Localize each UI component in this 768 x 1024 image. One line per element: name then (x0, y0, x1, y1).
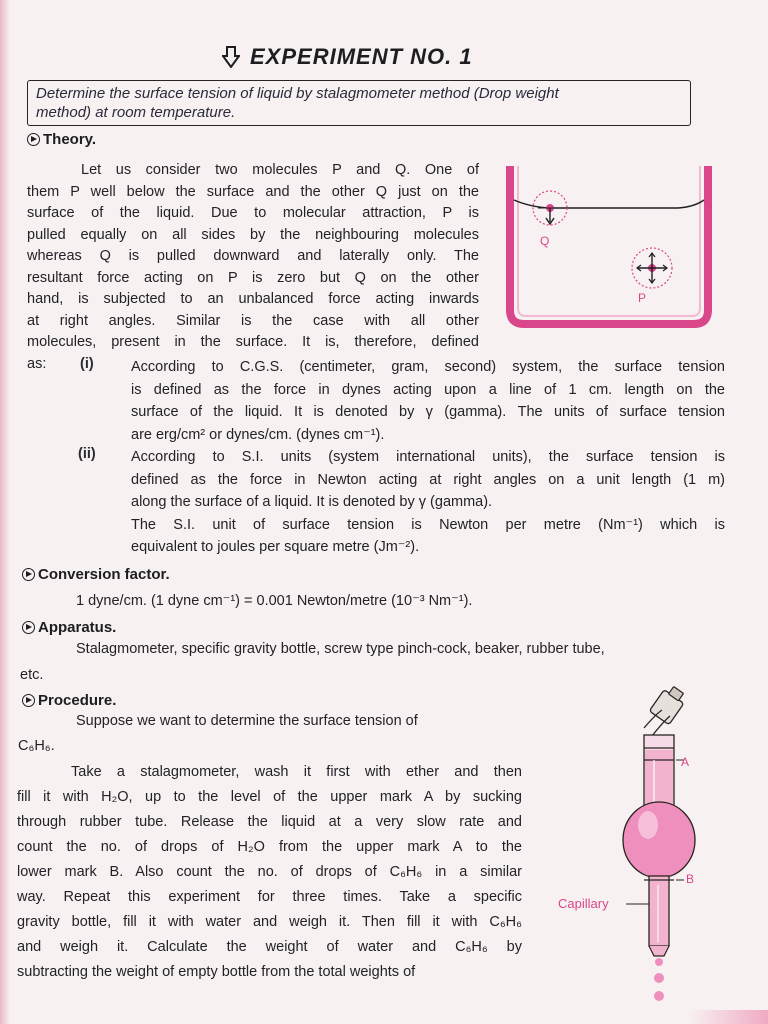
procedure-line: Take a stalagmometer, wash it first with ether and then (71, 764, 522, 780)
definition-line: equivalent to joules per square metre (Jm⁻²). (131, 539, 420, 555)
theory-line: them P well below the surface and the other Q just on the (27, 183, 479, 200)
beaker-label-p: P (638, 291, 647, 305)
theory-paragraph (27, 160, 479, 375)
mark-b-label: B (686, 872, 695, 886)
hand-pointer-icon (222, 46, 240, 68)
definition-line: are erg/cm² or dynes/cm. (dynes cm⁻¹). (131, 426, 385, 443)
theory-line: pulled equally on all sides by the neighbouring molecules (27, 226, 479, 243)
page-corner-tint (688, 1010, 768, 1024)
procedure-paragraph (17, 760, 522, 985)
page-edge-shadow (0, 0, 10, 1024)
experiment-header (222, 44, 473, 70)
heading-label: Conversion factor. (38, 566, 170, 583)
conversion-heading (22, 566, 170, 583)
conversion-text: 1 dyne/cm. (1 dyne cm⁻¹) = 0.001 Newton/metre (10⁻³ Nm⁻¹). (76, 593, 473, 609)
theory-line: as: (27, 355, 47, 372)
experiment-title: EXPERIMENT NO. 1 (250, 44, 473, 69)
aim-line: Determine the surface tension of liquid by stalagmometer method (Drop weight (36, 85, 559, 102)
procedure-heading (22, 692, 116, 709)
theory-line: whereas Q is pulled downward and laterally only. The (27, 248, 479, 264)
definition-line: surface of the liquid. It is denoted by γ (gamma). The units of surface tension (131, 404, 725, 420)
definition-number: (ii) (78, 446, 96, 462)
beaker-label-q: Q (540, 234, 550, 248)
definition-line: defined as the force in Newton acting at right angles on a unit length (1 m) (131, 471, 725, 488)
definition-line: According to C.G.S. (centimeter, gram, second) system, the surface tension (131, 359, 725, 375)
theory-heading (27, 131, 96, 148)
procedure-intro: C₆H₆. (18, 738, 55, 754)
theory-line: at right angles. Similar is the case with all other (27, 312, 479, 329)
procedure-line: and weigh it. Calculate the weight of water and C₆H₆ by (17, 939, 522, 955)
heading-label: Apparatus. (38, 619, 117, 636)
theory-line: Let us consider two molecules P and Q. One of (81, 162, 479, 178)
aim-line: method) at room temperature. (36, 104, 236, 121)
molecule-beaker-figure (500, 160, 720, 332)
definition-si (131, 446, 725, 559)
apparatus-heading (22, 619, 116, 636)
definition-line: along the surface of a liquid. It is denoted by γ (gamma). (131, 494, 493, 510)
procedure-intro: Suppose we want to determine the surface tension of (76, 713, 418, 729)
aim-box (27, 80, 691, 126)
mark-a-label: A (681, 755, 690, 769)
stalagmometer-figure (548, 680, 728, 1010)
definition-cgs (131, 356, 725, 446)
theory-line: resultant force acting on P is zero but Q on the other (27, 269, 479, 286)
procedure-line: through rubber tube. Release the liquid at a very slow rate and (17, 814, 522, 830)
definition-line: is defined as the force in dynes acting upon a line of 1 cm. length on the (131, 381, 725, 398)
play-bullet-icon (22, 568, 35, 581)
definition-line: The S.I. unit of surface tension is Newton per metre (Nm⁻¹) which is (131, 516, 725, 533)
theory-line: hand, is subjected to an unbalanced force acting inwards (27, 291, 479, 307)
procedure-line: count the no. of drops of H₂O from the upper mark A to the (17, 839, 522, 855)
procedure-line: way. Repeat this experiment for three times. Take a specific (17, 889, 522, 905)
definition-line: According to S.I. units (system international units), the surface tension is (131, 449, 725, 465)
procedure-line: gravity bottle, fill it with water and weigh it. Then fill it with C₆H₆ (17, 914, 522, 930)
capillary-label: Capillary (558, 896, 609, 911)
apparatus-line: Stalagmometer, specific gravity bottle, screw type pinch-cock, beaker, rubber tube, (76, 641, 605, 657)
play-bullet-icon (22, 621, 35, 634)
heading-label: Theory. (43, 131, 97, 148)
procedure-line: fill it with H₂O, up to the level of the upper mark A by sucking (17, 789, 522, 805)
definition-number: (i) (80, 356, 94, 372)
play-bullet-icon (22, 694, 35, 707)
theory-line: surface of the liquid. Due to molecular attraction, P is (27, 205, 479, 221)
play-bullet-icon (27, 133, 40, 146)
apparatus-line: etc. (20, 667, 44, 683)
theory-line: molecules, present in the surface. It is, therefore, defined (27, 334, 479, 350)
procedure-line: lower mark B. Also count the no. of drops of C₆H₆ in a similar (17, 864, 522, 880)
procedure-line: subtracting the weight of empty bottle from the total weights of (17, 964, 416, 980)
heading-label: Procedure. (38, 692, 117, 709)
